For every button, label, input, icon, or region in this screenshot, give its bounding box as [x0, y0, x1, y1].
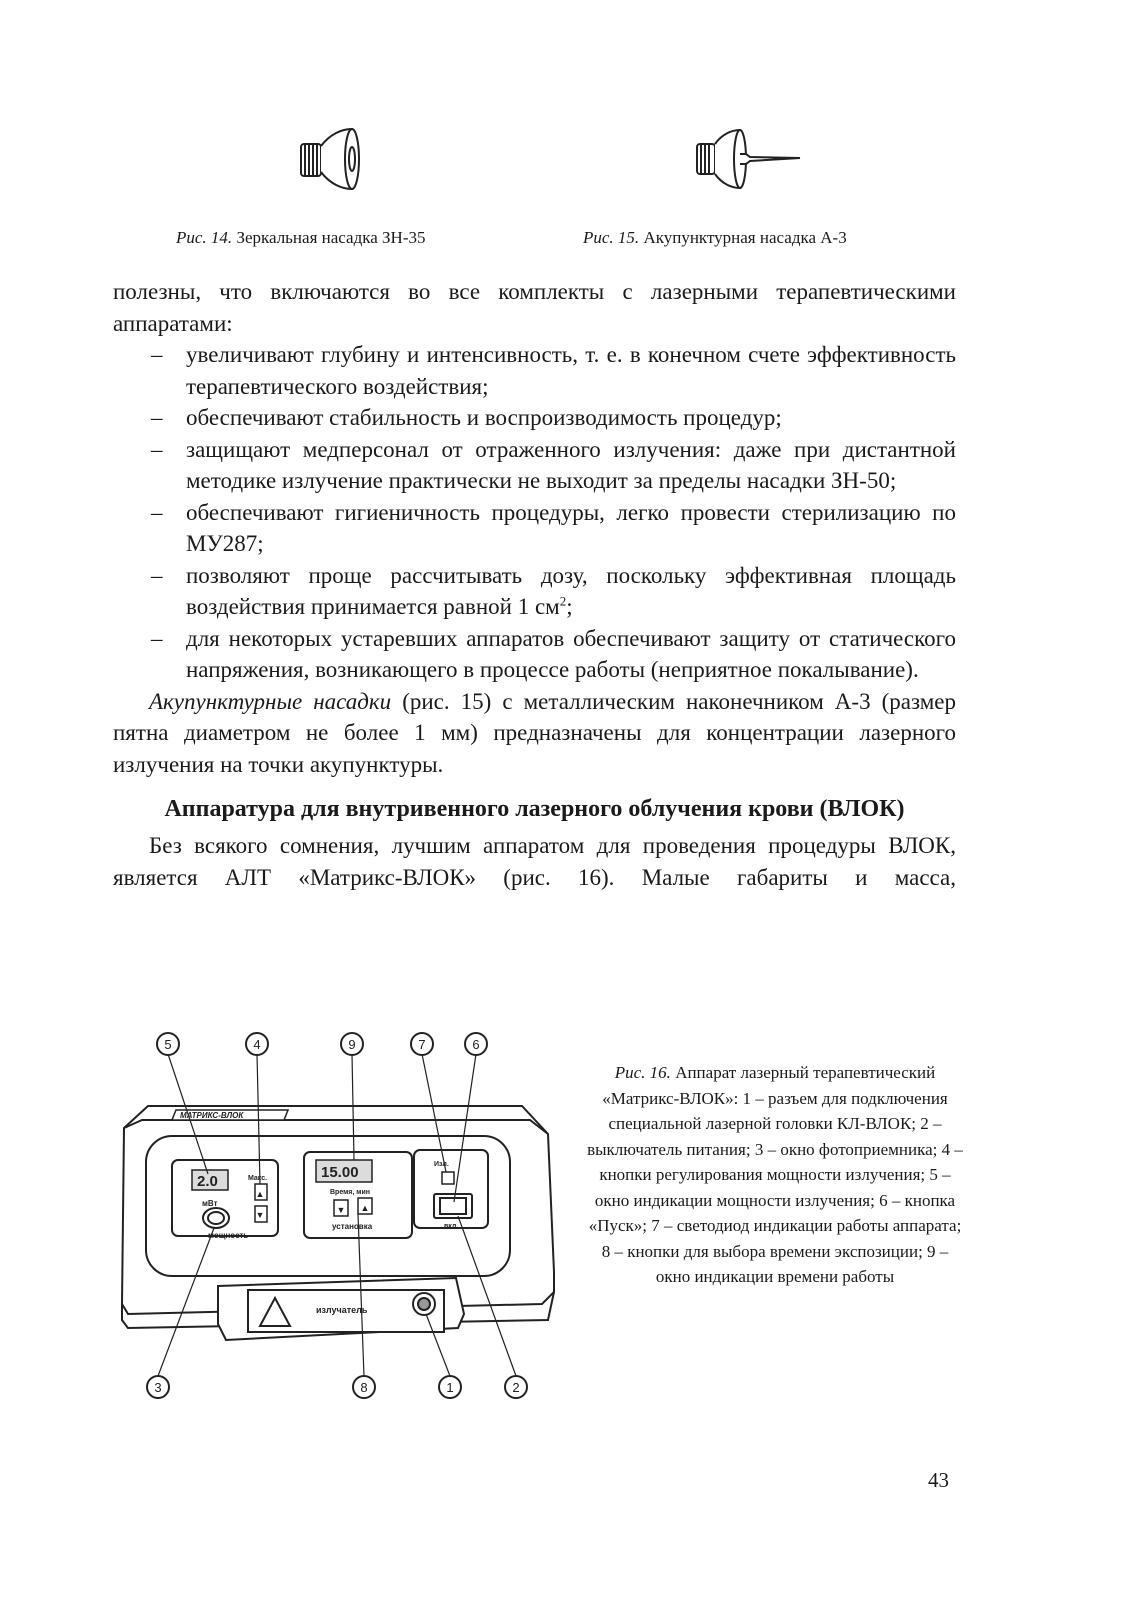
emitter-label: излучатель [316, 1305, 368, 1315]
vlok-paragraph: Без всякого сомнения, лучшим аппаратом для проведения процедуры ВЛОК, является АЛТ «Матрикс-ВЛОК» (рис. 16). Малые габариты и масса, [113, 833, 956, 890]
figure-16-number: Рис. 16. [614, 1063, 671, 1082]
callout-number: 2 [512, 1380, 520, 1395]
list-item: – увеличивают глубину и интенсивность, т. е. в конечном счете эффективность терапевтического воздействия; [151, 342, 956, 399]
callout-number: 6 [472, 1037, 480, 1052]
matrix-vlok-device-illustration [118, 1024, 558, 1412]
mirror-nozzle-illustration [290, 126, 370, 192]
callout-number: 9 [348, 1037, 356, 1052]
time-readout: 15.00 [321, 1164, 359, 1181]
list-item: – обеспечивают стабильность и воспроизводимость процедур; [151, 405, 782, 430]
callout-number: 3 [154, 1380, 162, 1395]
callout-number: 5 [164, 1037, 172, 1052]
callout-number: 7 [418, 1037, 426, 1052]
superscript: 2 [559, 593, 567, 609]
svg-text:▼: ▼ [255, 1210, 265, 1220]
body-text [113, 276, 956, 893]
acupuncture-paragraph: Акупунктурные насадки (рис. 15) с металлическим наконечником А-3 (размер пятна диаметром не более 1 мм) предназначены для концентрации лазерного излучения на точки акупунктуры. [113, 688, 956, 777]
figure-14-title-text: Зеркальная насадка ЗН-35 [236, 228, 426, 247]
power-unit-label: мВт [202, 1199, 218, 1208]
figure-16-text: Аппарат лазерный терапевтический «Матрикс-ВЛОК»: 1 – разъем для подключения специальной лазерной головки КЛ-ВЛОК; 2 – выключатель питания; 3 – окно фотоприемника; 4 – кнопки регулирования мощности излучения; 5 – окно индикации мощности излучения; 6 – кнопка «Пуск»; 7 – светодиод индикации работы аппарата; 8 – кнопки для выбора времени экспозиции; 9 – окно индикации времени работы [587, 1063, 963, 1286]
power-readout: 2.0 [197, 1173, 218, 1190]
nozzle-benefits-list [113, 339, 956, 686]
figure-15-title: Акупунктурная насадка А-3 [643, 228, 847, 247]
svg-text:▲: ▲ [255, 1189, 265, 1199]
figure-15-caption [583, 228, 847, 248]
power-label: мощность [208, 1231, 249, 1240]
figure-16-caption [585, 1060, 965, 1290]
time-label: Время, мин [330, 1189, 370, 1196]
max-label: Макс. [248, 1175, 268, 1182]
list-item: – обеспечивают гигиеничность процедуры, легко провести стерилизацию по МУ287; [151, 499, 956, 556]
emission-label: Изл. [434, 1161, 449, 1168]
callout-number: 4 [253, 1037, 261, 1052]
page-number: 43 [928, 1468, 949, 1492]
on-label: вкл. [444, 1223, 459, 1230]
intro-paragraph: полезны, что включаются во все комплекты с лазерными терапевтическими аппаратами: [113, 279, 956, 336]
svg-text:▲: ▲ [360, 1203, 370, 1213]
list-item: – защищают медперсонал от отраженного излучения: даже при дистантной методике излучение практически не выходит за пределы насадки ЗН-50; [151, 436, 956, 493]
figure-14-number: Рис. 14. [176, 228, 233, 247]
list-item: – позволяют проще рассчитывать дозу, поскольку эффективная площадь воздействия принимается равной 1 $см^2$; [151, 562, 956, 619]
acupuncture-nozzle-illustration [692, 126, 804, 192]
set-label: установка [332, 1222, 373, 1231]
svg-text:▼: ▼ [336, 1205, 346, 1215]
section-heading: Аппаратура для внутривенного лазерного облучения крови (ВЛОК) [164, 796, 905, 822]
list-item: – для некоторых устаревших аппаратов обеспечивают защиту от статического напряжения, возникающего в процессе работы (неприятное покалывание). [151, 625, 956, 682]
brand-label: МАТРИКС-ВЛОК [180, 1111, 244, 1120]
acupuncture-term: Акупунктурные насадки [149, 688, 392, 714]
figure-15-number: Рис. 15. [583, 228, 640, 247]
callout-number: 8 [360, 1380, 368, 1395]
figure-14-caption [176, 228, 426, 248]
callout-number: 1 [446, 1380, 454, 1395]
